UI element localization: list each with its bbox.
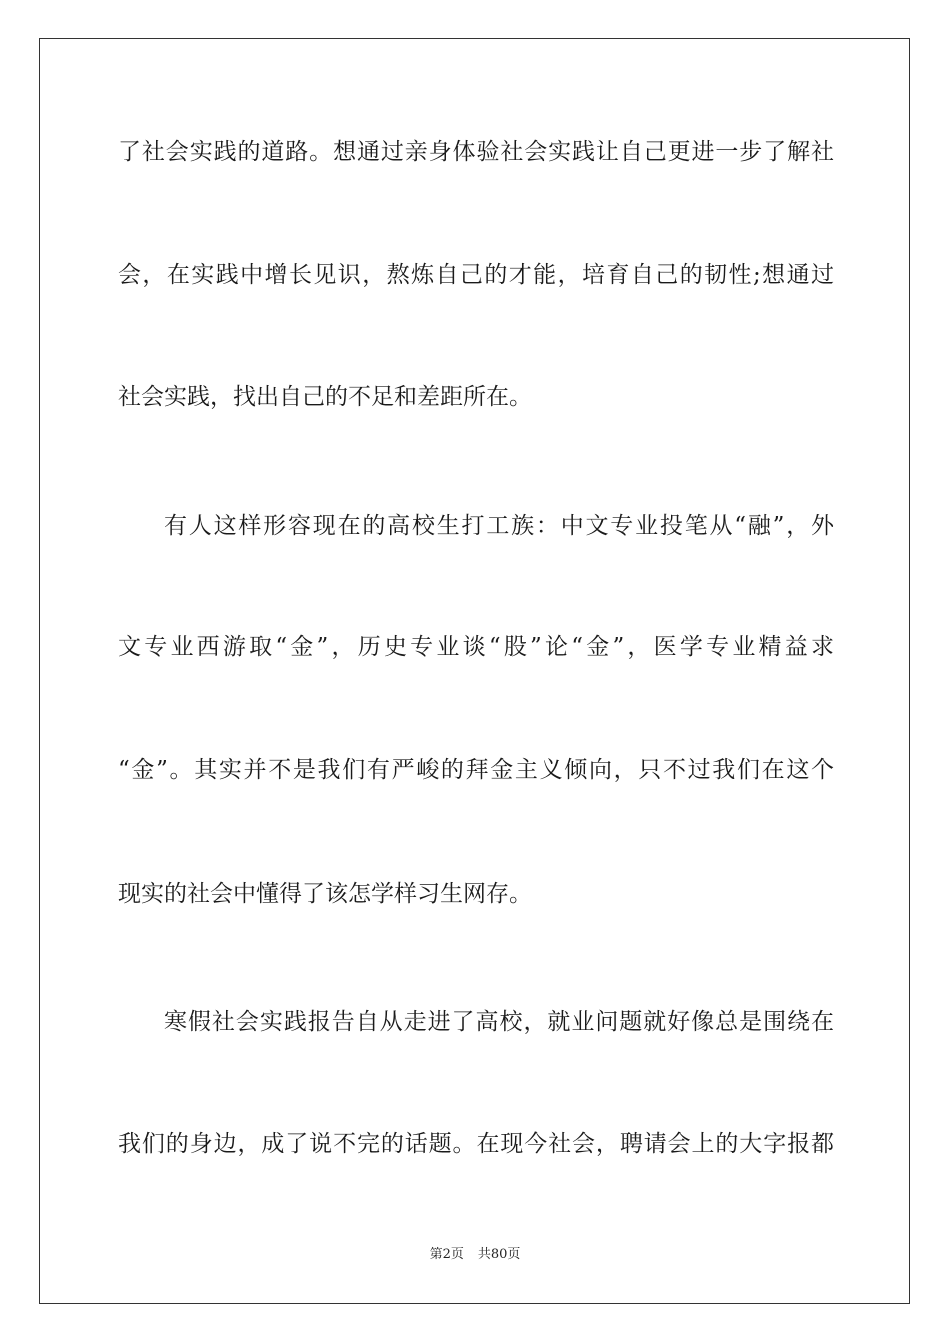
- paragraph-line: 我们的身边，成了说不完的话题。在现今社会，聘请会上的大字报都: [118, 1131, 834, 1157]
- paragraph-line: 社会实践，找出自己的不足和差距所在。: [118, 384, 532, 410]
- page-total: 共80页: [477, 1247, 521, 1262]
- page-footer: [0, 1246, 950, 1264]
- page-frame: [39, 38, 910, 1304]
- paragraph-line: 现实的社会中懂得了该怎学样习生网存。: [118, 881, 532, 907]
- paragraph-line: 有人这样形容现在的高校生打工族：中文专业投笔从“融”，外: [164, 513, 834, 539]
- paragraph-line: 文专业西游取“金”，历史专业谈“股”论“金”，医学专业精益求: [118, 634, 834, 660]
- paragraph-line: 了社会实践的道路。想通过亲身体验社会实践让自己更进一步了解社: [118, 139, 834, 165]
- paragraph-line: “金”。其实并不是我们有严峻的拜金主义倾向，只不过我们在这个: [118, 757, 834, 783]
- paragraph-line: 会，在实践中增长见识，熬炼自己的才能，培育自己的韧性;想通过: [118, 262, 834, 288]
- page-number: 第2页: [429, 1247, 464, 1262]
- paragraph-line: 寒假社会实践报告自从走进了高校，就业问题就好像总是围绕在: [164, 1009, 834, 1035]
